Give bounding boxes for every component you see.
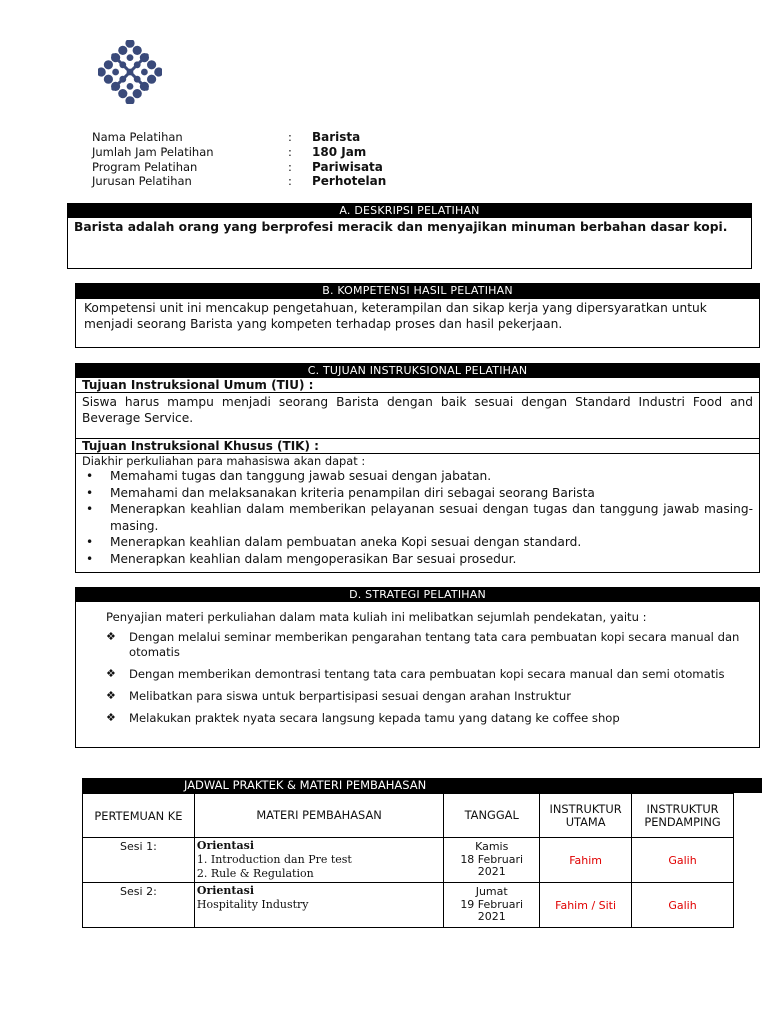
section-body: Kompetensi unit ini mencakup pengetahuan, keterampilan dan sikap kerja yang dipersyaratkan untuk menjadi seorang Barista yang kompeten terhadap proses dan hasil pekerjaan. <box>76 298 759 334</box>
logo-dot <box>147 60 156 69</box>
logo-dot <box>154 67 162 76</box>
list-item-text: Memahami dan melaksanakan kriteria penampilan diri sebagai seorang Barista <box>110 485 595 500</box>
training-info <box>92 130 492 189</box>
date-date: 19 Februari <box>460 897 524 911</box>
main-instructor-cell: Fahim / Siti <box>540 883 632 928</box>
info-value: Perhotelan <box>312 174 387 189</box>
list-item-text: Menerapkan keahlian dalam mengoperasikan Bar sesuai prosedur. <box>110 551 517 566</box>
list-item-text: Dengan melalui seminar memberikan pengarahan tentang tata cara pembuatan kopi secara manual dan otomatis <box>129 630 740 659</box>
list-item <box>86 468 759 485</box>
date-year: 2021 <box>477 910 506 923</box>
logo-dot <box>118 89 127 98</box>
list-item <box>76 689 759 704</box>
list-item <box>76 630 759 659</box>
tiu-label: Tujuan Instruksional Umum (TIU) : <box>76 378 759 393</box>
section-description <box>67 203 752 269</box>
section-objectives <box>75 363 760 573</box>
date-day: Kamis <box>475 840 509 853</box>
topic-line: 2. Rule & Regulation <box>196 867 314 880</box>
table-row <box>83 883 734 928</box>
logo-dot <box>147 75 156 84</box>
tik-label: Tujuan Instruksional Khusus (TIK) : <box>76 439 759 454</box>
date-year: 2021 <box>477 865 506 878</box>
logo-dot <box>133 89 142 98</box>
session-cell: Sesi 2: <box>83 883 195 928</box>
diamond-bullet-icon: ❖ <box>106 688 116 702</box>
info-row-department <box>92 174 492 189</box>
logo-dot <box>118 46 127 55</box>
info-value: 180 Jam <box>312 145 367 160</box>
bullet-icon: • <box>86 502 94 516</box>
info-colon: : <box>288 145 292 160</box>
logo-dot <box>112 69 119 76</box>
info-label: Nama Pelatihan <box>92 130 183 145</box>
topic-cell <box>194 883 443 928</box>
assistant-instructor-cell: Galih <box>632 883 734 928</box>
topic-title: Orientasi <box>196 839 254 852</box>
info-label: Program Pelatihan <box>92 159 198 174</box>
tik-list <box>76 468 759 567</box>
info-colon: : <box>288 159 292 174</box>
list-item-text: Melakukan praktek nyata secara langsung kepada tamu yang datang ke coffee shop <box>129 710 620 725</box>
logo-dot <box>98 67 106 76</box>
tik-intro: Diakhir perkuliahan para mahasiswa akan dapat : <box>82 454 366 468</box>
topic-line: 1. Introduction dan Pre test <box>196 853 352 866</box>
date-cell <box>444 838 540 883</box>
logo-dot <box>104 60 113 69</box>
section-body: Barista adalah orang yang berprofesi meracik dan menyajikan minuman berbahan dasar kopi. <box>74 220 728 234</box>
section-title: C. TUJUAN INSTRUKSIONAL PELATIHAN <box>76 364 759 378</box>
schedule-table <box>82 793 734 928</box>
list-item-text: Menerapkan keahlian dalam memberikan pelayanan sesuai dengan tugas dan tanggung jawab masing-masing. <box>110 502 753 533</box>
section-strategy <box>75 587 760 748</box>
column-header: INSTRUKTUR UTAMA <box>540 794 632 838</box>
bullet-icon: • <box>86 551 94 566</box>
list-item-text: Menerapkan keahlian dalam pembuatan aneka Kopi sesuai dengan standard. <box>110 535 582 549</box>
topic-line: Hospitality Industry <box>196 898 309 911</box>
list-item <box>76 711 759 726</box>
logo-dot <box>104 75 113 84</box>
strategy-intro: Penyajian materi perkuliahan dalam mata kuliah ini melibatkan sejumlah pendekatan, yaitu : <box>106 610 647 624</box>
topic-cell <box>194 838 443 883</box>
column-header: TANGGAL <box>444 794 540 838</box>
info-value: Pariwisata <box>312 159 383 174</box>
date-cell <box>444 883 540 928</box>
list-item <box>86 501 759 534</box>
assistant-instructor-cell: Galih <box>632 838 734 883</box>
table-row <box>83 838 734 883</box>
list-item-text: Melibatkan para siswa untuk berpartisipasi sesuai dengan arahan Instruktur <box>129 688 571 703</box>
list-item <box>86 534 759 551</box>
info-label: Jurusan Pelatihan <box>92 174 192 189</box>
section-competency <box>75 283 760 348</box>
section-title: B. KOMPETENSI HASIL PELATIHAN <box>76 284 759 298</box>
column-header: PERTEMUAN KE <box>83 794 195 838</box>
info-row-program <box>92 159 492 174</box>
info-row-hours <box>92 145 492 160</box>
section-title: D. STRATEGI PELATIHAN <box>76 588 759 602</box>
logo-dot <box>141 69 148 76</box>
diamond-bullet-icon: ❖ <box>106 630 116 643</box>
list-item-text: Dengan memberikan demontrasi tentang tata cara pembuatan kopi secara manual dan semi otomatis <box>129 666 725 681</box>
date-day: Jumat <box>475 885 508 898</box>
info-colon: : <box>288 130 292 145</box>
info-label: Jumlah Jam Pelatihan <box>92 145 214 160</box>
bullet-icon: • <box>86 535 94 549</box>
bullet-icon: • <box>86 469 94 483</box>
diamond-bullet-icon: ❖ <box>106 666 116 680</box>
ministry-logo <box>98 40 162 104</box>
logo-dot <box>127 83 134 90</box>
session-cell: Sesi 1: <box>83 838 195 883</box>
list-item <box>76 667 759 682</box>
logo-dot <box>127 54 134 61</box>
list-item <box>86 485 759 502</box>
topic-title: Orientasi <box>196 884 254 897</box>
date-date: 18 Februari <box>460 852 524 866</box>
diamond-bullet-icon: ❖ <box>106 710 116 724</box>
column-header: INSTRUKTUR PENDAMPING <box>632 794 734 838</box>
tiu-body: Siswa harus mampu menjadi seorang Barista dengan baik sesuai dengan Standard Industri Food and Beverage Service. <box>76 393 759 439</box>
info-row-name <box>92 130 492 145</box>
column-header: MATERI PEMBAHASAN <box>194 794 443 838</box>
section-title: A. DESKRIPSI PELATIHAN <box>68 204 751 218</box>
main-instructor-cell: Fahim <box>540 838 632 883</box>
logo-dot <box>125 96 134 104</box>
list-item-text: Memahami tugas dan tanggung jawab sesuai dengan jabatan. <box>110 469 492 483</box>
bullet-icon: • <box>86 485 94 500</box>
list-item <box>86 551 759 568</box>
info-value: Barista <box>312 130 361 145</box>
logo-dot <box>125 40 134 48</box>
info-colon: : <box>288 174 292 189</box>
table-header-row <box>83 794 734 838</box>
logo-dot <box>133 46 142 55</box>
schedule-title: JADWAL PRAKTEK & MATERI PEMBAHASAN <box>82 778 762 793</box>
